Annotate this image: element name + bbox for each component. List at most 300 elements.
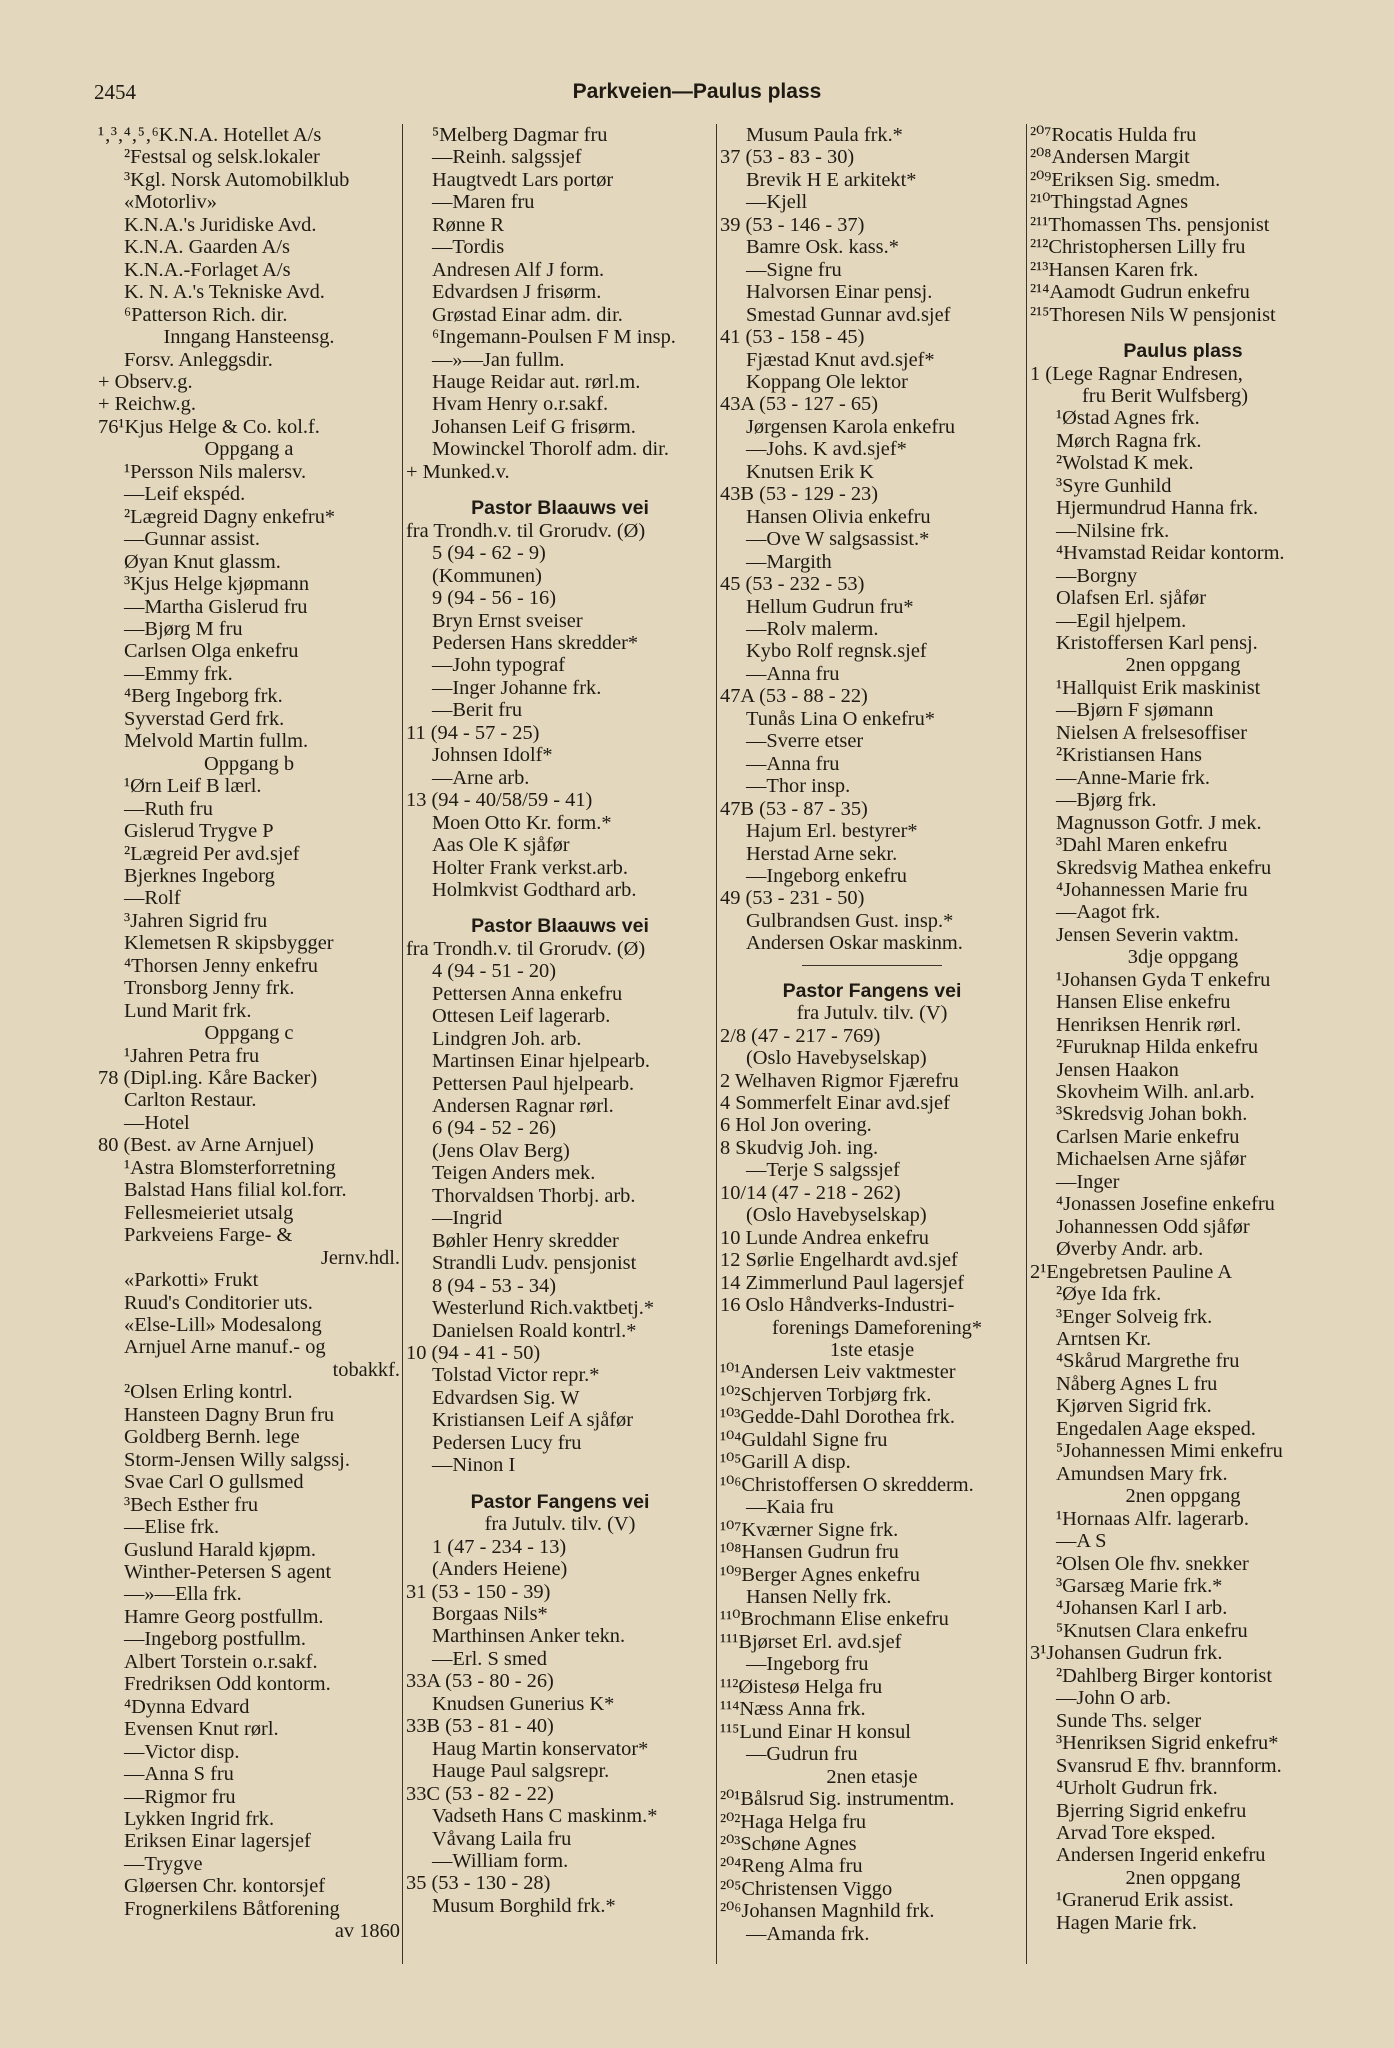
directory-entry: Storm-Jensen Willy salgssj. — [124, 1448, 350, 1471]
directory-entry: Johnsen Idolf* — [432, 744, 553, 767]
directory-entry: ⁴Dynna Edvard — [124, 1695, 250, 1718]
directory-entry: Pettersen Anna enkefru — [432, 982, 623, 1005]
page-header — [0, 80, 1394, 112]
directory-entry: 2nen oppgang — [1125, 1866, 1241, 1889]
directory-entry: ³Enger Solveig frk. — [1056, 1305, 1213, 1328]
directory-entry: ¹¹⁴Næss Anna frk. — [720, 1698, 866, 1721]
directory-entry: —Aagot frk. — [1056, 901, 1161, 924]
directory-entry: ⁶Patterson Rich. dir. — [124, 303, 288, 326]
directory-entry: 6 Hol Jon overing. — [720, 1114, 872, 1137]
directory-entry: Skredsvig Mathea enkefru — [1056, 856, 1272, 879]
directory-entry: Lykken Ingrid frk. — [124, 1807, 275, 1830]
directory-entry: —Anna S fru — [124, 1763, 234, 1786]
directory-entry: Thorvaldsen Thorbj. arb. — [432, 1184, 636, 1207]
directory-entry: 9 (94 - 56 - 16) — [432, 587, 557, 610]
directory-entry: 76¹Kjus Helge & Co. kol.f. — [98, 415, 320, 438]
directory-entry: Magnusson Gotfr. J mek. — [1056, 811, 1262, 834]
directory-entry: ²⁰⁶Johansen Magnhild frk. — [720, 1900, 935, 1923]
directory-entry: 11 (94 - 57 - 25) — [406, 721, 540, 744]
directory-entry: —Kaia fru — [746, 1496, 834, 1519]
directory-entry: ¹Johansen Gyda T enkefru — [1056, 968, 1271, 991]
directory-entry: Hamre Georg postfullm. — [124, 1605, 324, 1628]
directory-entry: —Gudrun fru — [746, 1743, 858, 1766]
directory-entry: (Kommunen) — [432, 564, 542, 587]
directory-entry: —Ninon I — [432, 1454, 516, 1477]
directory-entry: ²⁰⁴Reng Alma fru — [720, 1855, 863, 1878]
directory-entry: —Anna fru — [746, 662, 840, 685]
directory-entry: Lund Marit frk. — [124, 999, 252, 1022]
directory-entry: —Ingeborg postfullm. — [124, 1628, 306, 1651]
directory-entry: ¹⁰⁴Guldahl Signe fru — [720, 1428, 888, 1451]
directory-entry: ¹¹²Øistesø Helga fru — [720, 1675, 883, 1698]
directory-entry: ²Wolstad K mek. — [1056, 452, 1194, 475]
directory-entry: 5 (94 - 62 - 9) — [432, 542, 546, 565]
directory-entry: Arntsen Kr. — [1056, 1328, 1152, 1351]
directory-entry: ¹Hallquist Erik maskinist — [1056, 676, 1261, 699]
section-divider — [802, 965, 942, 966]
directory-entry: Gislerud Trygve P — [124, 820, 274, 843]
directory-entry: ¹¹⁵Lund Einar H konsul — [720, 1720, 911, 1743]
directory-entry: ³Bech Esther fru — [124, 1493, 259, 1516]
directory-entry: —Bjørg M fru — [124, 617, 243, 640]
street-heading: Paulus plass — [1123, 340, 1243, 363]
directory-entry: Kjørven Sigrid frk. — [1056, 1395, 1212, 1418]
directory-entry: —Johs. K avd.sjef* — [746, 438, 907, 461]
directory-entry: ²¹³Hansen Karen frk. — [1030, 258, 1199, 281]
directory-entry: Edvardsen Sig. W — [432, 1386, 580, 1409]
directory-entry: 43A (53 - 127 - 65) — [720, 393, 879, 416]
directory-entry: ⁵Melberg Dagmar fru — [432, 124, 608, 146]
directory-entry: —Rolf — [124, 887, 181, 910]
directory-entry: ²Festsal og selsk.lokaler — [124, 146, 320, 169]
directory-entry: —Kjell — [746, 191, 808, 214]
directory-entry: ³Garsæg Marie frk.* — [1056, 1575, 1223, 1597]
directory-entry: ¹Astra Blomsterforretning — [124, 1156, 336, 1179]
directory-entry: Herstad Arne sekr. — [746, 842, 898, 865]
directory-entry: Tunås Lina O enkefru* — [746, 707, 935, 730]
directory-entry: Moen Otto Kr. form.* — [432, 811, 612, 834]
column-divider — [1026, 124, 1027, 1964]
directory-entry: K.N.A. Gaarden A/s — [124, 236, 290, 259]
directory-entry: Bryn Ernst sveiser — [432, 609, 583, 632]
directory-entry: ¹⁰¹Andersen Leiv vaktmester — [720, 1361, 956, 1384]
directory-entry: Edvardsen J frisørm. — [432, 281, 602, 304]
directory-entry: Brevik H E arkitekt* — [746, 168, 917, 191]
directory-entry: ¹⁰⁸Hansen Gudrun fru — [720, 1541, 899, 1564]
directory-entry: —Egil hjelpem. — [1056, 609, 1187, 632]
directory-entry: (Oslo Havebyselskap) — [746, 1047, 927, 1070]
directory-entry: Albert Torstein o.r.sakf. — [124, 1650, 318, 1673]
directory-entry: ⁴Johannessen Marie fru — [1056, 878, 1248, 901]
directory-entry: Jensen Haakon — [1056, 1058, 1179, 1081]
directory-entry: Holmkvist Godthard arb. — [432, 878, 637, 901]
directory-entry: —Leif ekspéd. — [124, 483, 246, 506]
directory-entry: —Tordis — [432, 236, 505, 259]
directory-entry: ¹Hornaas Alfr. lagerarb. — [1056, 1507, 1249, 1530]
directory-entry: Melvold Martin fullm. — [124, 730, 309, 753]
directory-entry: —Rigmor fru — [124, 1785, 236, 1808]
directory-entry: Hjermundrud Hanna frk. — [1056, 497, 1259, 520]
directory-entry: ²Øye Ida frk. — [1056, 1283, 1162, 1306]
directory-entry: 10/14 (47 - 218 - 262) — [720, 1181, 901, 1204]
directory-entry: (Anders Heiene) — [432, 1558, 568, 1581]
directory-entry: Hvam Henry o.r.sakf. — [432, 393, 609, 416]
directory-entry: Sunde Ths. selger — [1056, 1709, 1202, 1732]
directory-entry: ⁴Johansen Karl I arb. — [1056, 1597, 1228, 1620]
directory-entry: 1 (47 - 234 - 13) — [432, 1535, 567, 1558]
directory-entry: 4 Sommerfelt Einar avd.sjef — [720, 1092, 950, 1115]
directory-entry: 1ste etasje — [829, 1339, 915, 1362]
directory-entry: —Margith — [746, 550, 832, 573]
directory-entry: «Motorliv» — [124, 191, 217, 214]
directory-entry: 37 (53 - 83 - 30) — [720, 146, 855, 169]
directory-entry: Syverstad Gerd frk. — [124, 707, 285, 730]
directory-entry: Parkveiens Farge- & — [124, 1224, 293, 1247]
directory-entry: Andersen Ragnar rørl. — [432, 1095, 614, 1118]
directory-entry: ³Jahren Sigrid fru — [124, 909, 268, 932]
directory-entry: Mowinckel Thorolf adm. dir. — [432, 438, 669, 461]
directory-entry: ³Dahl Maren enkefru — [1056, 834, 1228, 857]
directory-entry: —Bjørn F sjømann — [1056, 699, 1214, 722]
directory-entry: —Inger Johanne frk. — [432, 676, 602, 699]
directory-entry: ²Lægreid Dagny enkefru* — [124, 505, 336, 528]
directory-entry: Haugtvedt Lars portør — [432, 168, 614, 191]
directory-entry: + Reichw.g. — [98, 393, 196, 416]
directory-entry: —A S — [1056, 1530, 1107, 1553]
directory-entry: Amundsen Mary frk. — [1056, 1462, 1228, 1485]
directory-entry: Knutsen Erik K — [746, 460, 874, 483]
directory-entry: Arvad Tore eksped. — [1056, 1821, 1216, 1844]
directory-entry: Borgaas Nils* — [432, 1603, 548, 1625]
directory-entry: 39 (53 - 146 - 37) — [720, 213, 865, 236]
directory-entry: —John typograf — [432, 654, 566, 677]
directory-entry: Fredriksen Odd kontorm. — [124, 1673, 331, 1696]
directory-entry: —Elise frk. — [124, 1516, 220, 1539]
directory-entry: 10 (94 - 41 - 50) — [406, 1342, 541, 1365]
directory-entry: Oppgang c — [204, 1022, 294, 1045]
directory-entry: ²Dahlberg Birger kontorist — [1056, 1664, 1273, 1687]
directory-entry: —Martha Gislerud fru — [124, 595, 308, 618]
directory-entry: Michaelsen Arne sjåfør — [1056, 1148, 1247, 1171]
directory-entry: tobakkf. — [332, 1358, 400, 1381]
directory-entry: ²Olsen Ole fhv. snekker — [1056, 1552, 1249, 1575]
directory-entry: fra Jutulv. tilv. (V) — [796, 1002, 948, 1025]
directory-entry: ²Furuknap Hilda enkefru — [1056, 1036, 1259, 1059]
directory-entry: ²Kristiansen Hans — [1056, 744, 1202, 767]
directory-entry: ⁴Thorsen Jenny enkefru — [124, 954, 318, 977]
directory-entry: Vadseth Hans C maskinm.* — [432, 1805, 658, 1828]
directory-entry: Tolstad Victor repr.* — [432, 1364, 600, 1387]
directory-entry: 45 (53 - 232 - 53) — [720, 573, 865, 596]
directory-entry: —Emmy frk. — [124, 662, 233, 685]
directory-entry: Hansteen Dagny Brun fru — [124, 1403, 335, 1426]
directory-entry: ⁴Berg Ingeborg frk. — [124, 685, 283, 708]
directory-entry: Marthinsen Anker tekn. — [432, 1625, 626, 1648]
directory-entry: Hauge Reidar aut. rørl.m. — [432, 370, 641, 393]
directory-entry: 16 Oslo Håndverks-Industri- — [720, 1294, 955, 1317]
directory-entry: Evensen Knut rørl. — [124, 1718, 279, 1741]
directory-entry: Johannessen Odd sjåfør — [1056, 1215, 1250, 1238]
directory-entry: —Gunnar assist. — [124, 528, 260, 551]
directory-entry: 47B (53 - 87 - 35) — [720, 797, 868, 820]
directory-entry: (Oslo Havebyselskap) — [746, 1204, 927, 1227]
directory-entry: Hajum Erl. bestyrer* — [746, 820, 918, 843]
directory-entry: ¹⁰⁹Berger Agnes enkefru — [720, 1563, 920, 1586]
directory-entry: 10 Lunde Andrea enkefru — [720, 1226, 929, 1249]
directory-entry: ⁵Knutsen Clara enkefru — [1056, 1619, 1248, 1642]
directory-entry: «Parkotti» Frukt — [124, 1269, 259, 1292]
directory-entry: Carlton Restaur. — [124, 1089, 257, 1112]
directory-entry: Nielsen A frelsesoffiser — [1056, 721, 1248, 744]
directory-entry: Ruud's Conditorier uts. — [124, 1291, 313, 1314]
directory-entry: 12 Sørlie Engelhardt avd.sjef — [720, 1249, 958, 1272]
directory-entry: —Amanda frk. — [746, 1922, 870, 1945]
street-heading: Pastor Blaauws vei — [471, 915, 649, 938]
directory-entry: —Terje S salgssjef — [746, 1159, 900, 1182]
directory-entry: 1 (Lege Ragnar Endresen, — [1030, 362, 1243, 385]
directory-entry: —William form. — [432, 1849, 569, 1872]
directory-entry: Bøhler Henry skredder — [432, 1229, 619, 1252]
directory-entry: ¹‚³‚⁴‚⁵‚⁶K.N.A. Hotellet A/s — [98, 124, 322, 146]
directory-entry: ³Kgl. Norsk Automobilklub — [124, 168, 350, 191]
directory-entry: 2nen etasje — [826, 1765, 918, 1788]
directory-entry: Inngang Hansteensg. — [163, 326, 335, 349]
directory-entry: ¹Granerud Erik assist. — [1056, 1889, 1234, 1912]
directory-entry: Knudsen Gunerius K* — [432, 1692, 615, 1715]
directory-entry: av 1860 — [334, 1920, 400, 1943]
directory-entry: Guslund Harald kjøpm. — [124, 1538, 316, 1561]
directory-entry: ¹Ørn Leif B lærl. — [124, 775, 262, 798]
directory-entry: ²¹⁰Thingstad Agnes — [1030, 191, 1189, 214]
street-heading: Pastor Fangens vei — [470, 1490, 650, 1513]
directory-entry: 13 (94 - 40/58/59 - 41) — [406, 789, 593, 812]
directory-entry: —Trygve — [124, 1852, 203, 1875]
directory-entry: —Ruth fru — [124, 797, 213, 820]
directory-entry: ²⁰⁹Eriksen Sig. smedm. — [1030, 168, 1221, 191]
directory-entry: ¹Østad Agnes frk. — [1056, 407, 1200, 430]
directory-entry: ²¹⁵Thoresen Nils W pensjonist — [1030, 303, 1276, 326]
directory-entry: Oppgang b — [203, 752, 295, 775]
directory-entry: —Arne arb. — [432, 766, 530, 789]
directory-entry: Svae Carl O gullsmed — [124, 1471, 304, 1494]
directory-entry: ¹¹¹Bjørset Erl. avd.sjef — [720, 1630, 902, 1653]
directory-entry: Pedersen Hans skredder* — [432, 631, 639, 654]
directory-entry: ⁶Ingemann-Poulsen F M insp. — [432, 326, 676, 349]
directory-entry: —Ingeborg fru — [746, 1653, 869, 1676]
directory-entry: + Observ.g. — [98, 370, 193, 393]
directory-entry: Pedersen Lucy fru — [432, 1431, 582, 1454]
directory-entry: ²⁰¹Bålsrud Sig. instrumentm. — [720, 1788, 955, 1811]
directory-entry: ²¹⁴Aamodt Gudrun enkefru — [1030, 281, 1250, 304]
directory-entry: ¹¹⁰Brochmann Elise enkefru — [720, 1608, 949, 1631]
directory-entry: Hauge Paul salgsrepr. — [432, 1760, 610, 1783]
directory-column-1 — [98, 124, 400, 1964]
directory-entry: fra Trondh.v. til Grorudv. (Ø) — [406, 519, 646, 542]
directory-entry: Carlsen Olga enkefru — [124, 640, 299, 663]
directory-entry: —Hotel — [124, 1111, 190, 1134]
directory-entry: 2nen oppgang — [1125, 1485, 1241, 1508]
directory-entry: Martinsen Einar hjelpearb. — [432, 1050, 650, 1073]
directory-entry: ²⁰⁸Andersen Margit — [1030, 146, 1190, 169]
directory-entry: ¹Persson Nils malersv. — [124, 460, 307, 483]
directory-entry: Andresen Alf J form. — [432, 258, 605, 281]
directory-entry: 33B (53 - 81 - 40) — [406, 1715, 554, 1738]
directory-entry: Jernv.hdl. — [320, 1246, 400, 1269]
directory-entry: Skovheim Wilh. anl.arb. — [1056, 1081, 1255, 1104]
directory-entry: 3¹Johansen Gudrun frk. — [1030, 1642, 1223, 1665]
directory-entry: Henriksen Henrik rørl. — [1056, 1013, 1242, 1036]
directory-entry: Winther-Petersen S agent — [124, 1561, 332, 1583]
directory-entry: ³Henriksen Sigrid enkefru* — [1056, 1732, 1279, 1755]
directory-entry: ¹⁰⁷Kværner Signe frk. — [720, 1518, 899, 1541]
directory-entry: Fellesmeieriet utsalg — [124, 1201, 294, 1224]
directory-entry: Jensen Severin vaktm. — [1056, 923, 1239, 946]
directory-entry: K.N.A.'s Juridiske Avd. — [124, 213, 317, 236]
directory-entry: ¹Jahren Petra fru — [124, 1044, 260, 1067]
directory-entry: Lindgren Joh. arb. — [432, 1027, 582, 1050]
directory-entry: —Reinh. salgssjef — [432, 146, 582, 169]
directory-entry: forenings Dameforening* — [772, 1316, 983, 1339]
directory-entry: Oppgang a — [204, 438, 294, 461]
directory-entry: Svansrud E fhv. brannform. — [1056, 1754, 1282, 1777]
directory-entry: 47A (53 - 88 - 22) — [720, 685, 868, 708]
directory-entry: —Borgny — [1056, 564, 1138, 587]
directory-entry: —Rolv malerm. — [746, 617, 879, 640]
directory-entry: ³Kjus Helge kjøpmann — [124, 573, 310, 596]
directory-entry: —»—Jan fullm. — [432, 348, 565, 371]
directory-entry: 8 Skudvig Joh. ing. — [720, 1136, 879, 1159]
directory-entry: Holter Frank verkst.arb. — [432, 856, 628, 879]
directory-entry: Arnjuel Arne manuf.- og — [124, 1336, 326, 1359]
directory-entry: ⁵Johannessen Mimi enkefru — [1056, 1440, 1283, 1463]
directory-entry: ²¹²Christophersen Lilly fru — [1030, 236, 1246, 259]
directory-entry: 3dje oppgang — [1127, 946, 1239, 969]
street-heading: Pastor Fangens vei — [782, 979, 962, 1002]
directory-entry: Bjerring Sigrid enkefru — [1056, 1799, 1247, 1822]
directory-entry: ¹⁰⁶Christoffersen O skredderm. — [720, 1473, 974, 1496]
directory-entry: —Signe fru — [746, 258, 842, 281]
directory-column-3 — [720, 124, 1024, 1964]
directory-entry: Koppang Ole lektor — [746, 370, 908, 393]
directory-entry: 33C (53 - 82 - 22) — [406, 1782, 554, 1805]
directory-entry: fra Trondh.v. til Grorudv. (Ø) — [406, 937, 646, 960]
directory-entry: 2/8 (47 - 217 - 769) — [720, 1024, 881, 1047]
directory-entry: Tronsborg Jenny frk. — [124, 977, 295, 1000]
directory-entry: Øyan Knut glassm. — [124, 550, 281, 573]
directory-entry: Kristiansen Leif A sjåfør — [432, 1409, 634, 1432]
directory-entry: ²¹¹Thomassen Ths. pensjonist — [1030, 213, 1270, 236]
column-divider — [402, 124, 403, 1964]
directory-entry: —Thor insp. — [746, 775, 851, 798]
directory-entry: 2¹Engebretsen Pauline A — [1030, 1260, 1233, 1283]
directory-entry: —Ove W salgsassist.* — [746, 528, 930, 551]
directory-entry: ²⁰⁷Rocatis Hulda fru — [1030, 124, 1197, 146]
directory-entry: Hagen Marie frk. — [1056, 1911, 1197, 1934]
directory-entry: 31 (53 - 150 - 39) — [406, 1580, 551, 1603]
directory-entry: ²⁰²Haga Helga fru — [720, 1810, 867, 1833]
street-heading: Pastor Blaauws vei — [471, 497, 649, 520]
directory-entry: Engedalen Aage eksped. — [1056, 1417, 1256, 1440]
directory-entry: ²Olsen Erling kontrl. — [124, 1381, 293, 1404]
directory-entry: Fjæstad Knut avd.sjef* — [746, 348, 935, 371]
directory-entry: —Ingrid — [432, 1207, 503, 1230]
directory-entry: Andersen Ingerid enkefru — [1056, 1844, 1266, 1867]
directory-entry: Olafsen Erl. sjåfør — [1056, 587, 1207, 610]
directory-entry: K.N.A.-Forlaget A/s — [124, 258, 291, 281]
page-title: Parkveien—Paulus plass — [572, 80, 822, 103]
directory-entry: Musum Borghild frk.* — [432, 1894, 616, 1917]
directory-entry: 35 (53 - 130 - 28) — [406, 1872, 551, 1895]
directory-entry: Teigen Anders mek. — [432, 1162, 596, 1185]
directory-entry: Strandli Ludv. pensjonist — [432, 1252, 637, 1275]
directory-entry: Hellum Gudrun fru* — [746, 595, 914, 618]
directory-entry: Danielsen Roald kontrl.* — [432, 1319, 637, 1342]
directory-entry: Westerlund Rich.vaktbetj.* — [432, 1297, 655, 1320]
directory-entry: fru Berit Wulfsberg) — [1082, 384, 1249, 407]
directory-entry: 2nen oppgang — [1125, 654, 1241, 677]
directory-entry: —Nilsine frk. — [1056, 519, 1170, 542]
directory-entry: ⁴Skårud Margrethe fru — [1056, 1350, 1240, 1373]
directory-entry: Andersen Oskar maskinm. — [746, 932, 963, 955]
directory-entry: Kybo Rolf regnsk.sjef — [746, 640, 927, 663]
directory-column-4 — [1030, 124, 1336, 1964]
directory-entry: Jørgensen Karola enkefru — [746, 415, 956, 438]
directory-entry: 41 (53 - 158 - 45) — [720, 326, 865, 349]
directory-entry: —John O arb. — [1056, 1687, 1171, 1710]
directory-entry: Bamre Osk. kass.* — [746, 236, 899, 259]
directory-entry: Aas Ole K sjåfør — [432, 834, 570, 857]
directory-entry: —Inger — [1056, 1170, 1120, 1193]
directory-entry: Carlsen Marie enkefru — [1056, 1125, 1240, 1148]
directory-entry: Forsv. Anleggsdir. — [124, 348, 273, 371]
directory-entry: Eriksen Einar lagersjef — [124, 1830, 311, 1853]
directory-entry: ¹⁰⁵Garill A disp. — [720, 1451, 851, 1474]
directory-entry: Grøstad Einar adm. dir. — [432, 303, 623, 326]
directory-entry: Klemetsen R skipsbygger — [124, 932, 334, 955]
directory-column-2 — [406, 124, 714, 1964]
directory-entry: ³Syre Gunhild — [1056, 474, 1172, 497]
page-number: 2454 — [94, 80, 136, 104]
directory-entry: Hansen Olivia enkefru — [746, 505, 931, 528]
directory-entry: 80 (Best. av Arne Arnjuel) — [98, 1134, 314, 1157]
column-divider — [716, 124, 717, 1964]
directory-entry: (Jens Olav Berg) — [432, 1139, 570, 1162]
directory-entry: ²⁰⁵Christensen Viggo — [720, 1877, 893, 1900]
directory-entry: 8 (94 - 53 - 34) — [432, 1274, 557, 1297]
directory-entry: Rønne R — [432, 213, 504, 236]
directory-entry: ⁴Jonassen Josefine enkefru — [1056, 1193, 1275, 1216]
directory-entry: —Maren fru — [432, 191, 535, 214]
directory-entry: ¹⁰²Schjerven Torbjørg frk. — [720, 1383, 932, 1406]
directory-entry: fra Jutulv. tilv. (V) — [484, 1513, 636, 1536]
directory-entry: Kristoffersen Karl pensj. — [1056, 631, 1258, 654]
directory-entry: K. N. A.'s Tekniske Avd. — [124, 281, 325, 304]
directory-entry: —Anne-Marie frk. — [1056, 766, 1211, 789]
directory-entry: Smestad Gunnar avd.sjef — [746, 303, 951, 326]
directory-entry: 4 (94 - 51 - 20) — [432, 960, 557, 983]
directory-entry: —Ingeborg enkefru — [746, 864, 907, 887]
directory-entry: —Victor disp. — [124, 1740, 240, 1763]
directory-entry: ²⁰³Schøne Agnes — [720, 1832, 857, 1855]
directory-entry: —Sverre etser — [746, 730, 864, 753]
directory-entry: Bjerknes Ingeborg — [124, 864, 275, 887]
directory-entry: Gløersen Chr. kontorsjef — [124, 1875, 326, 1898]
directory-entry: Ottesen Leif lagerarb. — [432, 1005, 611, 1028]
directory-entry: ³Skredsvig Johan bokh. — [1056, 1103, 1248, 1126]
directory-entry: Johansen Leif G frisørm. — [432, 415, 636, 438]
directory-entry: «Else-Lill» Modesalong — [124, 1314, 322, 1337]
directory-entry: —»—Ella frk. — [124, 1583, 242, 1606]
